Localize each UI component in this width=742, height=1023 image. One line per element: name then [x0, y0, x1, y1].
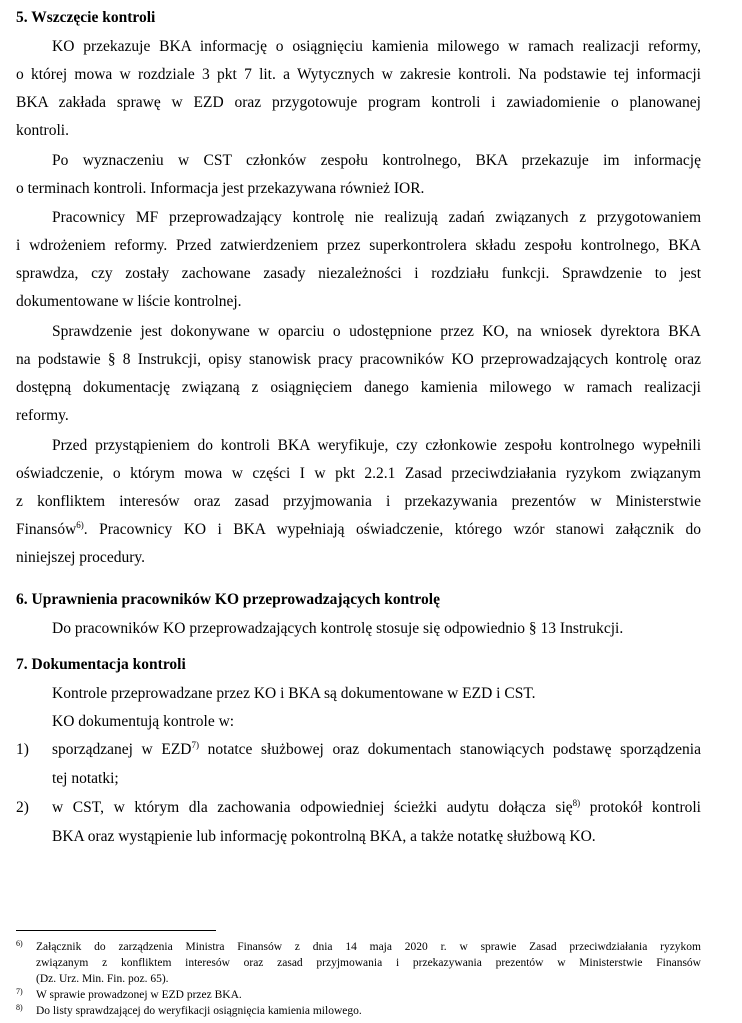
- paragraph-line: reformy.: [16, 407, 69, 424]
- footnote-line: Do listy sprawdzającej do weryfikacji osiągnięcia kamienia milowego.: [36, 1005, 362, 1017]
- paragraph-line: KO przekazuje BKA informację o osiągnięciu kamienia milowego w ramach realizacji reformy,: [52, 38, 701, 55]
- paragraph-line: sprawdza, czy zostały zachowane zasady niezależności i rozdziału funkcji. Sprawdzenie to jest: [16, 265, 701, 282]
- paragraph-line: dostępną dokumentację związaną z osiągnięciem danego kamienia milowego w ramach realizacji: [16, 379, 701, 396]
- footnote-mark: 7): [16, 987, 23, 996]
- footnote-mark: 6): [16, 939, 23, 948]
- paragraph-line: z konfliktem interesów oraz zasad przyjmowania i przekazywania prezentów w Ministerstwie: [16, 493, 701, 510]
- section-5-heading: 5. Wszczęcie kontroli: [16, 9, 156, 26]
- paragraph-line: Kontrole przeprowadzane przez KO i BKA są dokumentowane w EZD i CST.: [52, 685, 536, 702]
- paragraph-line: [16, 520, 701, 540]
- paragraph-line: Po wyznaczeniu w CST członków zespołu kontrolnego, BKA przekazuje im informację: [52, 152, 701, 169]
- footnote-ref-6[interactable]: 6): [76, 520, 84, 530]
- list-number: 1): [16, 741, 29, 758]
- paragraph-line: Sprawdzenie jest dokonywane w oparciu o udostępnione przez KO, na wniosek dyrektora BKA: [52, 323, 701, 340]
- paragraph-line: niniejszej procedury.: [16, 549, 145, 566]
- list-item-line: [52, 798, 701, 818]
- paragraph-line: Do pracowników KO przeprowadzających kontrolę stosuje się odpowiednio § 13 Instrukcji.: [52, 620, 624, 637]
- text-run: w CST, w którym dla zachowania odpowiedniej ścieżki audytu dołącza się: [52, 799, 573, 816]
- section-6-heading: 6. Uprawnienia pracowników KO przeprowadzających kontrolę: [16, 591, 440, 608]
- list-item-line: BKA oraz wystąpienie lub informację pokontrolną BKA, a także notatkę służbową KO.: [52, 828, 596, 845]
- paragraph-line: i wdrożeniem reformy. Przed zatwierdzeniem przez superkontrolera składu zespołu kontrolnego, BKA: [16, 237, 701, 254]
- footnote-ref-7[interactable]: 7): [191, 740, 199, 750]
- text-run: . Pracownicy KO i BKA wypełniają oświadczenie, którego wzór stanowi załącznik do: [83, 521, 701, 538]
- footnote-mark: 8): [16, 1003, 23, 1012]
- footnote-line: W sprawie prowadzonej w EZD przez BKA.: [36, 989, 242, 1001]
- text-run: Finansów: [16, 521, 77, 538]
- paragraph-line: dokumentowane w liście kontrolnej.: [16, 293, 242, 310]
- text-run: notatce służbowej oraz dokumentach stanowiących podstawę sporządzenia: [199, 741, 701, 758]
- paragraph-line: kontroli.: [16, 122, 69, 139]
- footnote-line: (Dz. Urz. Min. Fin. poz. 65).: [36, 973, 169, 985]
- paragraph-line: Przed przystąpieniem do kontroli BKA weryfikuje, czy członkowie zespołu kontrolnego wypełnili: [52, 437, 701, 454]
- text-run: sporządzanej w EZD: [52, 741, 192, 758]
- footnote-separator: [16, 930, 216, 931]
- paragraph-line: o terminach kontroli. Informacja jest przekazywana również IOR.: [16, 180, 425, 197]
- footnote-line: związanym z konfliktem interesów oraz zasad przyjmowania i przekazywania prezentów w Ministerstwie Finansów: [36, 957, 701, 969]
- paragraph-line: KO dokumentują kontrole w:: [52, 713, 235, 730]
- text-run: protokół kontroli: [580, 799, 701, 816]
- list-number: 2): [16, 799, 29, 816]
- paragraph-line: oświadczenie, o którym mowa w części I w pkt 2.2.1 Zasad przeciwdziałania ryzykom związanym: [16, 465, 701, 482]
- paragraph-line: Pracownicy MF przeprowadzający kontrolę nie realizują zadań związanych z przygotowaniem: [52, 209, 701, 226]
- list-item-line: tej notatki;: [52, 770, 119, 787]
- paragraph-line: o której mowa w rozdziale 3 pkt 7 lit. a Wytycznych w zakresie kontroli. Na podstawie tej informacji: [16, 66, 701, 83]
- section-7-heading: 7. Dokumentacja kontroli: [16, 656, 186, 673]
- footnote-ref-8[interactable]: 8): [572, 798, 581, 808]
- footnote-line: Załącznik do zarządzenia Ministra Finansów z dnia 14 maja 2020 r. w sprawie Zasad przeciwdziałania ryzykom: [36, 941, 701, 953]
- paragraph-line: BKA zakłada sprawę w EZD oraz przygotowuje program kontroli i zawiadomienie o planowanej: [16, 94, 701, 111]
- paragraph-line: na podstawie § 8 Instrukcji, opisy stanowisk pracy pracowników KO przeprowadzających kontrolę oraz: [16, 351, 701, 368]
- list-item-line: [52, 740, 701, 760]
